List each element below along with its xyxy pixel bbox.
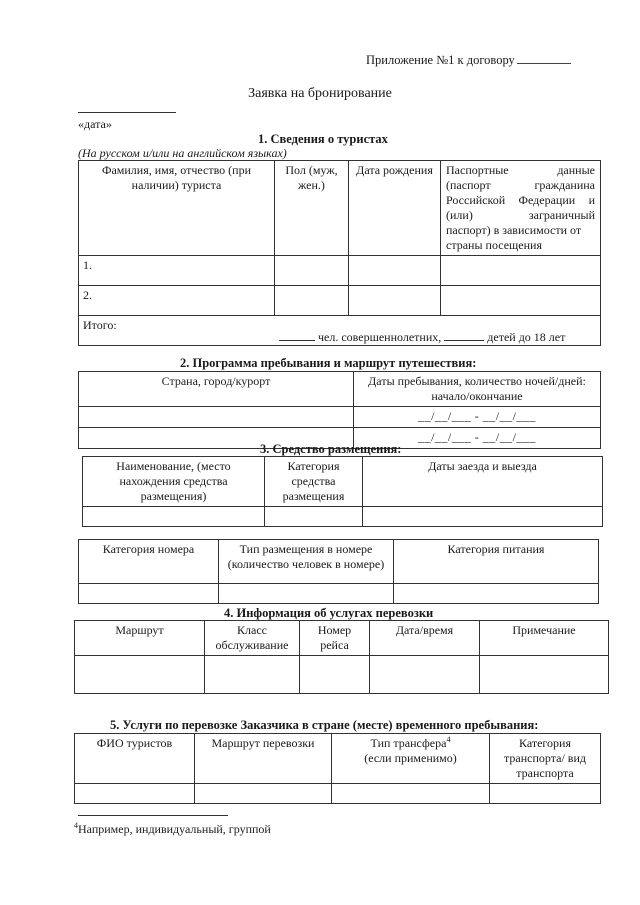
transport-row-route[interactable] — [75, 656, 205, 694]
footnote-text: Например, индивидуальный, группой — [78, 822, 271, 836]
room-table — [78, 539, 599, 604]
total-children-label: детей до 18 лет — [487, 330, 566, 344]
tourist-row-1-passport[interactable] — [441, 256, 601, 286]
col-note: Примечание — [480, 621, 609, 656]
col-transfer-route: Маршрут перевозки — [195, 734, 332, 784]
appendix-text: Приложение №1 к договору — [366, 53, 515, 67]
footnote-rule — [78, 815, 228, 816]
col-accommodation-name: Наименование, (место нахождения средства размещения) — [83, 457, 265, 507]
section2-title: 2. Программа пребывания и маршрут путешествия: — [180, 356, 477, 370]
total-counts — [279, 330, 565, 345]
footnote-ref: 4 — [446, 735, 451, 744]
footnote — [74, 822, 271, 837]
room-row-category[interactable] — [79, 584, 219, 604]
col-full-name: Фамилия, имя, отчество (при наличии) туриста — [79, 161, 275, 256]
date-label: «дата» — [78, 117, 112, 131]
col-flight-number: Номер рейса — [300, 621, 370, 656]
program-row-1-dates[interactable]: __/__/___ - __/__/___ — [354, 407, 601, 428]
total-adults-label: чел. совершеннолетних, — [318, 330, 442, 344]
section1-language-note: (На русском и/или на английском языках) — [78, 146, 287, 160]
contract-number-blank — [517, 52, 571, 64]
transfer-row-route[interactable] — [195, 784, 332, 804]
local-transfer-table — [74, 733, 601, 804]
total-row — [79, 316, 601, 346]
date-blank-line — [78, 112, 176, 113]
tourist-row-1[interactable]: 1. — [79, 256, 275, 286]
children-count-blank[interactable] — [444, 330, 484, 341]
col-checkin-dates: Даты заезда и выезда — [363, 457, 603, 507]
col-route: Маршрут — [75, 621, 205, 656]
appendix-header — [366, 52, 571, 68]
accommodation-table — [82, 456, 603, 527]
section3-title: 3. Средство размещения: — [260, 442, 402, 456]
col-passport: Паспортные данные (паспорт гражданина Российской Федерации и (или) заграничный паспорт) в зависимости от страны посещения — [441, 161, 601, 256]
adults-count-blank[interactable] — [279, 330, 315, 341]
program-row-1-place[interactable] — [79, 407, 354, 428]
col-tourist-names: ФИО туристов — [75, 734, 195, 784]
col-birth-date: Дата рождения — [349, 161, 441, 256]
col-transfer-type: Тип трансфера$^4$ (если применимо) — [332, 734, 490, 784]
transport-row-datetime[interactable] — [370, 656, 480, 694]
transport-row-note[interactable] — [480, 656, 609, 694]
tourist-row-2[interactable]: 2. — [79, 286, 275, 316]
room-row-placement[interactable] — [219, 584, 394, 604]
room-row-meal[interactable] — [394, 584, 599, 604]
total-label: Итого: — [83, 318, 117, 332]
tourist-row-2-birth[interactable] — [349, 286, 441, 316]
tourist-row-2-passport[interactable] — [441, 286, 601, 316]
accommodation-row-dates[interactable] — [363, 507, 603, 527]
col-accommodation-category: Категория средства размещения — [265, 457, 363, 507]
col-date-time: Дата/время — [370, 621, 480, 656]
col-meal-category: Категория питания — [394, 540, 599, 584]
tourist-row-2-gender[interactable] — [275, 286, 349, 316]
col-placement-type: Тип размещения в номере (количество человек в номере) — [219, 540, 394, 584]
col-gender: Пол (муж, жен.) — [275, 161, 349, 256]
col-service-class: Класс обслуживание — [205, 621, 300, 656]
tourist-row-1-birth[interactable] — [349, 256, 441, 286]
section1-title: 1. Сведения о туристах — [258, 132, 388, 146]
tourists-table — [78, 160, 601, 346]
footnote-mark: 4 — [74, 821, 78, 830]
transport-row-class[interactable] — [205, 656, 300, 694]
program-row-2-dates[interactable]: __/__/___ - __/__/___ — [354, 428, 601, 449]
section5-title: 5. Услуги по перевозке Заказчика в стране (месте) временного пребывания: — [110, 718, 539, 732]
transport-row-flight[interactable] — [300, 656, 370, 694]
col-country-city: Страна, город/курорт — [79, 372, 354, 407]
transfer-row-category[interactable] — [490, 784, 601, 804]
transfer-row-type[interactable] — [332, 784, 490, 804]
program-table — [78, 371, 601, 449]
transfer-row-names[interactable] — [75, 784, 195, 804]
col-transport-category: Категория транспорта/ вид транспорта — [490, 734, 601, 784]
section4-title: 4. Информация об услугах перевозки — [224, 606, 434, 620]
document-title: Заявка на бронирование — [248, 86, 392, 101]
col-stay-dates: Даты пребывания, количество ночей/дней: начало/окончание — [354, 372, 601, 407]
accommodation-row-category[interactable] — [265, 507, 363, 527]
col-room-category: Категория номера — [79, 540, 219, 584]
tourist-row-1-gender[interactable] — [275, 256, 349, 286]
transport-table — [74, 620, 609, 694]
accommodation-row-name[interactable] — [83, 507, 265, 527]
